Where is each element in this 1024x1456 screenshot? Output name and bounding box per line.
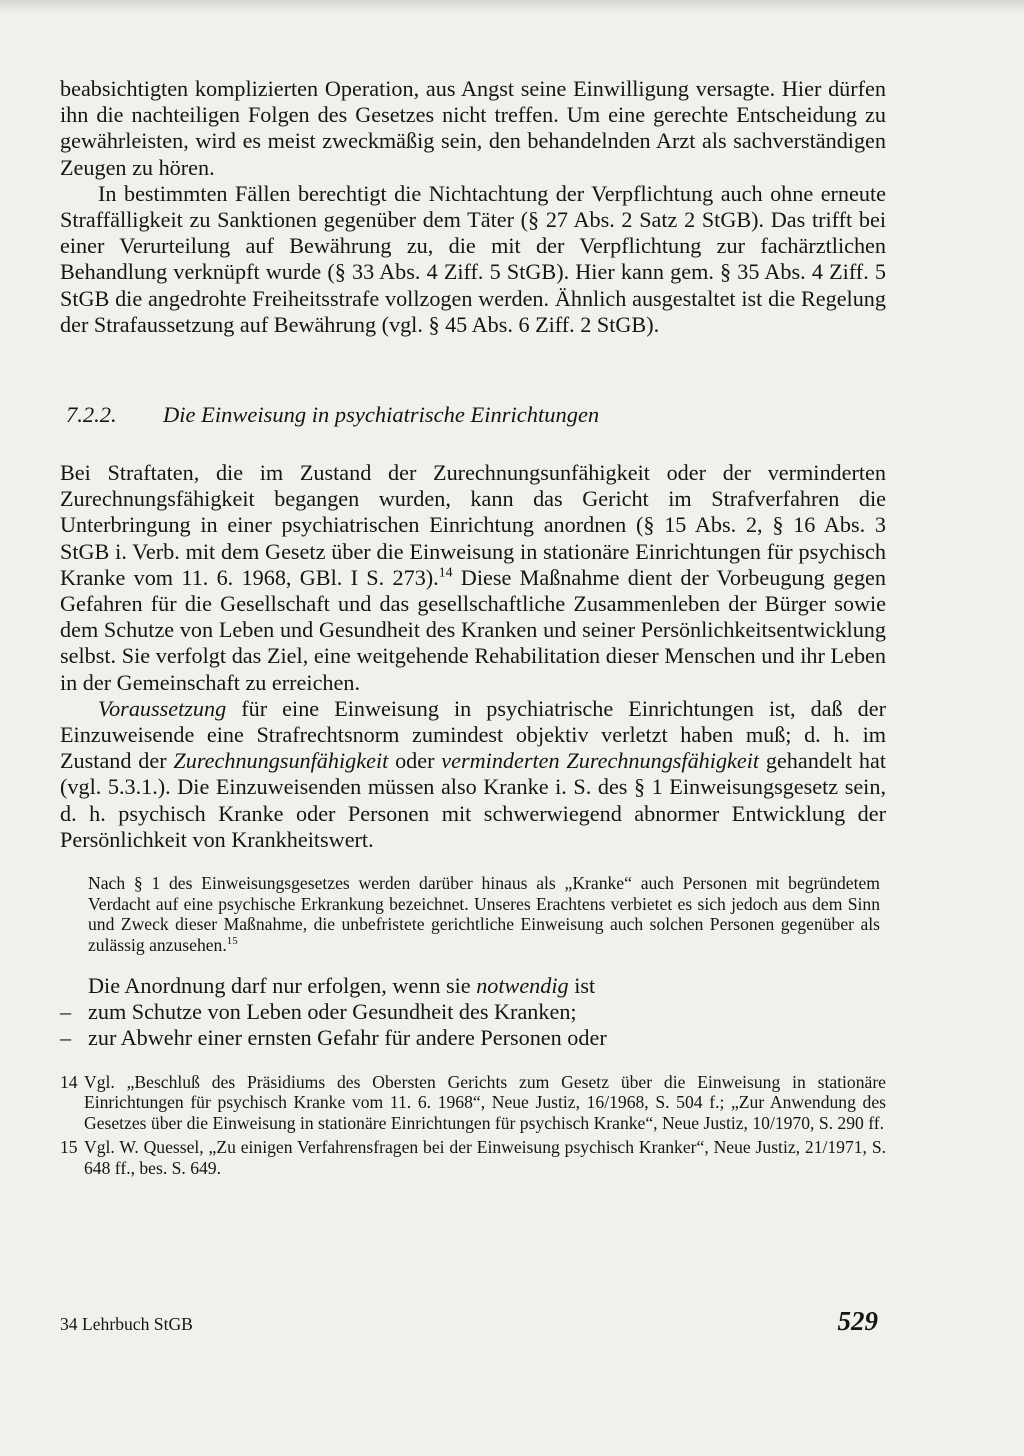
paragraph-4-text-2: oder	[388, 748, 442, 774]
scan-edge-shadow	[0, 0, 1024, 14]
paragraph-2: In bestimmten Fällen berechtigt die Nichtachtung der Verpflichtung auch ohne erneute Straffälligkeit zu Sanktionen gegenüber dem Täter (§ 27 Abs. 2 Satz 2 StGB). Das trifft bei einer Verurteilung auf Bewährung zu, die mit der Verpflichtung zur fachärztlichen Behandlung verknüpft wurde (§ 33 Abs. 4 Ziff. 5 StGB). Hier kann gem. § 35 Abs. 4 Ziff. 5 StGB die angedrohte Freiheitsstrafe vollzogen werden. Ähnlich ausgestaltet ist die Regelung der Strafaussetzung auf Bewährung (vgl. § 45 Abs. 6 Ziff. 2 StGB).	[60, 180, 886, 337]
page-number: 529	[837, 1306, 878, 1336]
footnote-ref-14: 14	[438, 564, 453, 580]
list-item-text: zum Schutze von Leben oder Gesundheit des Kranken;	[88, 999, 577, 1025]
footnote-15	[60, 1137, 886, 1178]
paragraph-3-text: Bei Straftaten, die im Zustand der Zurechnungsunfähigkeit oder der verminderten Zurechnungsfähigkeit begangen wurden, kann das Gericht im Strafverfahren die Unterbringung in einer psychiatrischen Einrichtung anordnen (§ 15 Abs. 2, § 16 Abs. 3 StGB i. Verb. mit dem Gesetz über die Einweisung in stationäre Einrichtungen für psychisch Kranke vom 11. 6. 1968, GBl. I S. 273).	[60, 460, 886, 590]
section-number: 7.2.2.	[66, 402, 117, 428]
paragraph-4-text-3: gehandelt hat (vgl. 5.3.1.). Die Einzuweisenden müssen also Kranke i. S. des § 1 Einweisungsgesetz sein, d. h. psychisch Kranke oder Personen mit schwerwiegend abnormer Entwicklung der Persönlichkeit von Krankheitswert.	[60, 748, 886, 852]
paragraph-1: beabsichtigten komplizierten Operation, aus Angst seine Einwilligung versagte. Hier dürfen ihn die nachteiligen Folgen des Gesetzes nicht treffen. Um eine gerechte Entscheidung zu gewährleisten, wird es meist zweckmäßig sein, den behandelnden Arzt als sachverständigen Zeugen zu hören.	[60, 76, 886, 180]
paragraph-4-text-1: für eine Einweisung in psychiatrische Einrichtungen ist, daß der Einzuweisende eine Strafrechtsnorm zumindest objektiv verletzt haben muß; d. h. im Zustand der	[60, 695, 886, 774]
list-lead-text: Die Anordnung darf nur erfolgen, wenn sie	[88, 973, 477, 999]
list-item	[60, 1025, 886, 1051]
paragraph-3	[60, 460, 886, 696]
footnote-number: 15	[60, 1137, 78, 1158]
term-verminderte-zurechnungsfaehigkeit: verminderten Zurechnungsfähigkeit	[441, 748, 760, 774]
term-voraussetzung: Voraussetzung	[98, 695, 227, 721]
paragraph-4	[60, 696, 886, 853]
footnotes	[60, 1072, 886, 1179]
footnote-ref-15: 15	[226, 934, 238, 947]
footnote-number: 14	[60, 1071, 78, 1092]
list-lead-end: ist	[568, 973, 596, 999]
small-print-text: Nach § 1 des Einweisungsgesetzes werden darüber hinaus als „Kranke“ auch Personen mit begründetem Verdacht auf eine psychische Erkrankung bezeichnet. Unseres Erachtens verbietet es sich jedoch aus dem Sinn und Zweck dieser Maßnahme, die unbefristete gerichtliche Einweisung auch solchen Personen gegenüber als zulässig anzusehen.	[88, 873, 880, 955]
dash-bullet: –	[60, 1025, 72, 1051]
footer-signature: 34 Lehrbuch StGB	[60, 1314, 193, 1334]
dash-bullet: –	[60, 999, 72, 1025]
small-print-note	[88, 873, 880, 955]
page-footer	[60, 1306, 878, 1337]
footnote-text: Vgl. W. Quessel, „Zu einigen Verfahrensfragen bei der Einweisung psychisch Kranker“, Neue Justiz, 21/1971, S. 648 ff., bes. S. 649.	[84, 1137, 886, 1178]
list-lead	[88, 973, 886, 999]
document-page	[60, 76, 886, 1182]
section-heading	[66, 402, 886, 428]
list-item	[60, 999, 886, 1025]
paragraph-3-rest: Diese Maßnahme dient der Vorbeugung gegen Gefahren für die Gesellschaft und das gesellschaftliche Zusammenleben der Bürger sowie dem Schutze von Leben und Gesundheit des Kranken und seiner Persönlichkeitsentwicklung selbst. Sie verfolgt das Ziel, eine weitgehende Rehabilitation dieser Menschen und ihr Leben in der Gemeinschaft zu erreichen.	[60, 564, 886, 695]
footnote-14	[60, 1072, 886, 1134]
term-notwendig: notwendig	[476, 973, 569, 999]
list-item-text: zur Abwehr einer ernsten Gefahr für andere Personen oder	[88, 1025, 607, 1051]
footnote-text: Vgl. „Beschluß des Präsidiums des Obersten Gerichts zum Gesetz über die Einweisung in stationäre Einrichtungen für psychisch Kranke vom 11. 6. 1968“, Neue Justiz, 16/1968, S. 504 f.; „Zur Anwendung des Gesetzes über die Einweisung in stationäre Einrichtungen für psychisch Kranke“, Neue Justiz, 10/1970, S. 290 ff.	[84, 1071, 886, 1133]
section-title: Die Einweisung in psychiatrische Einrichtungen	[163, 402, 600, 428]
term-zurechnungsunfaehigkeit: Zurechnungsunfähigkeit	[173, 748, 389, 774]
